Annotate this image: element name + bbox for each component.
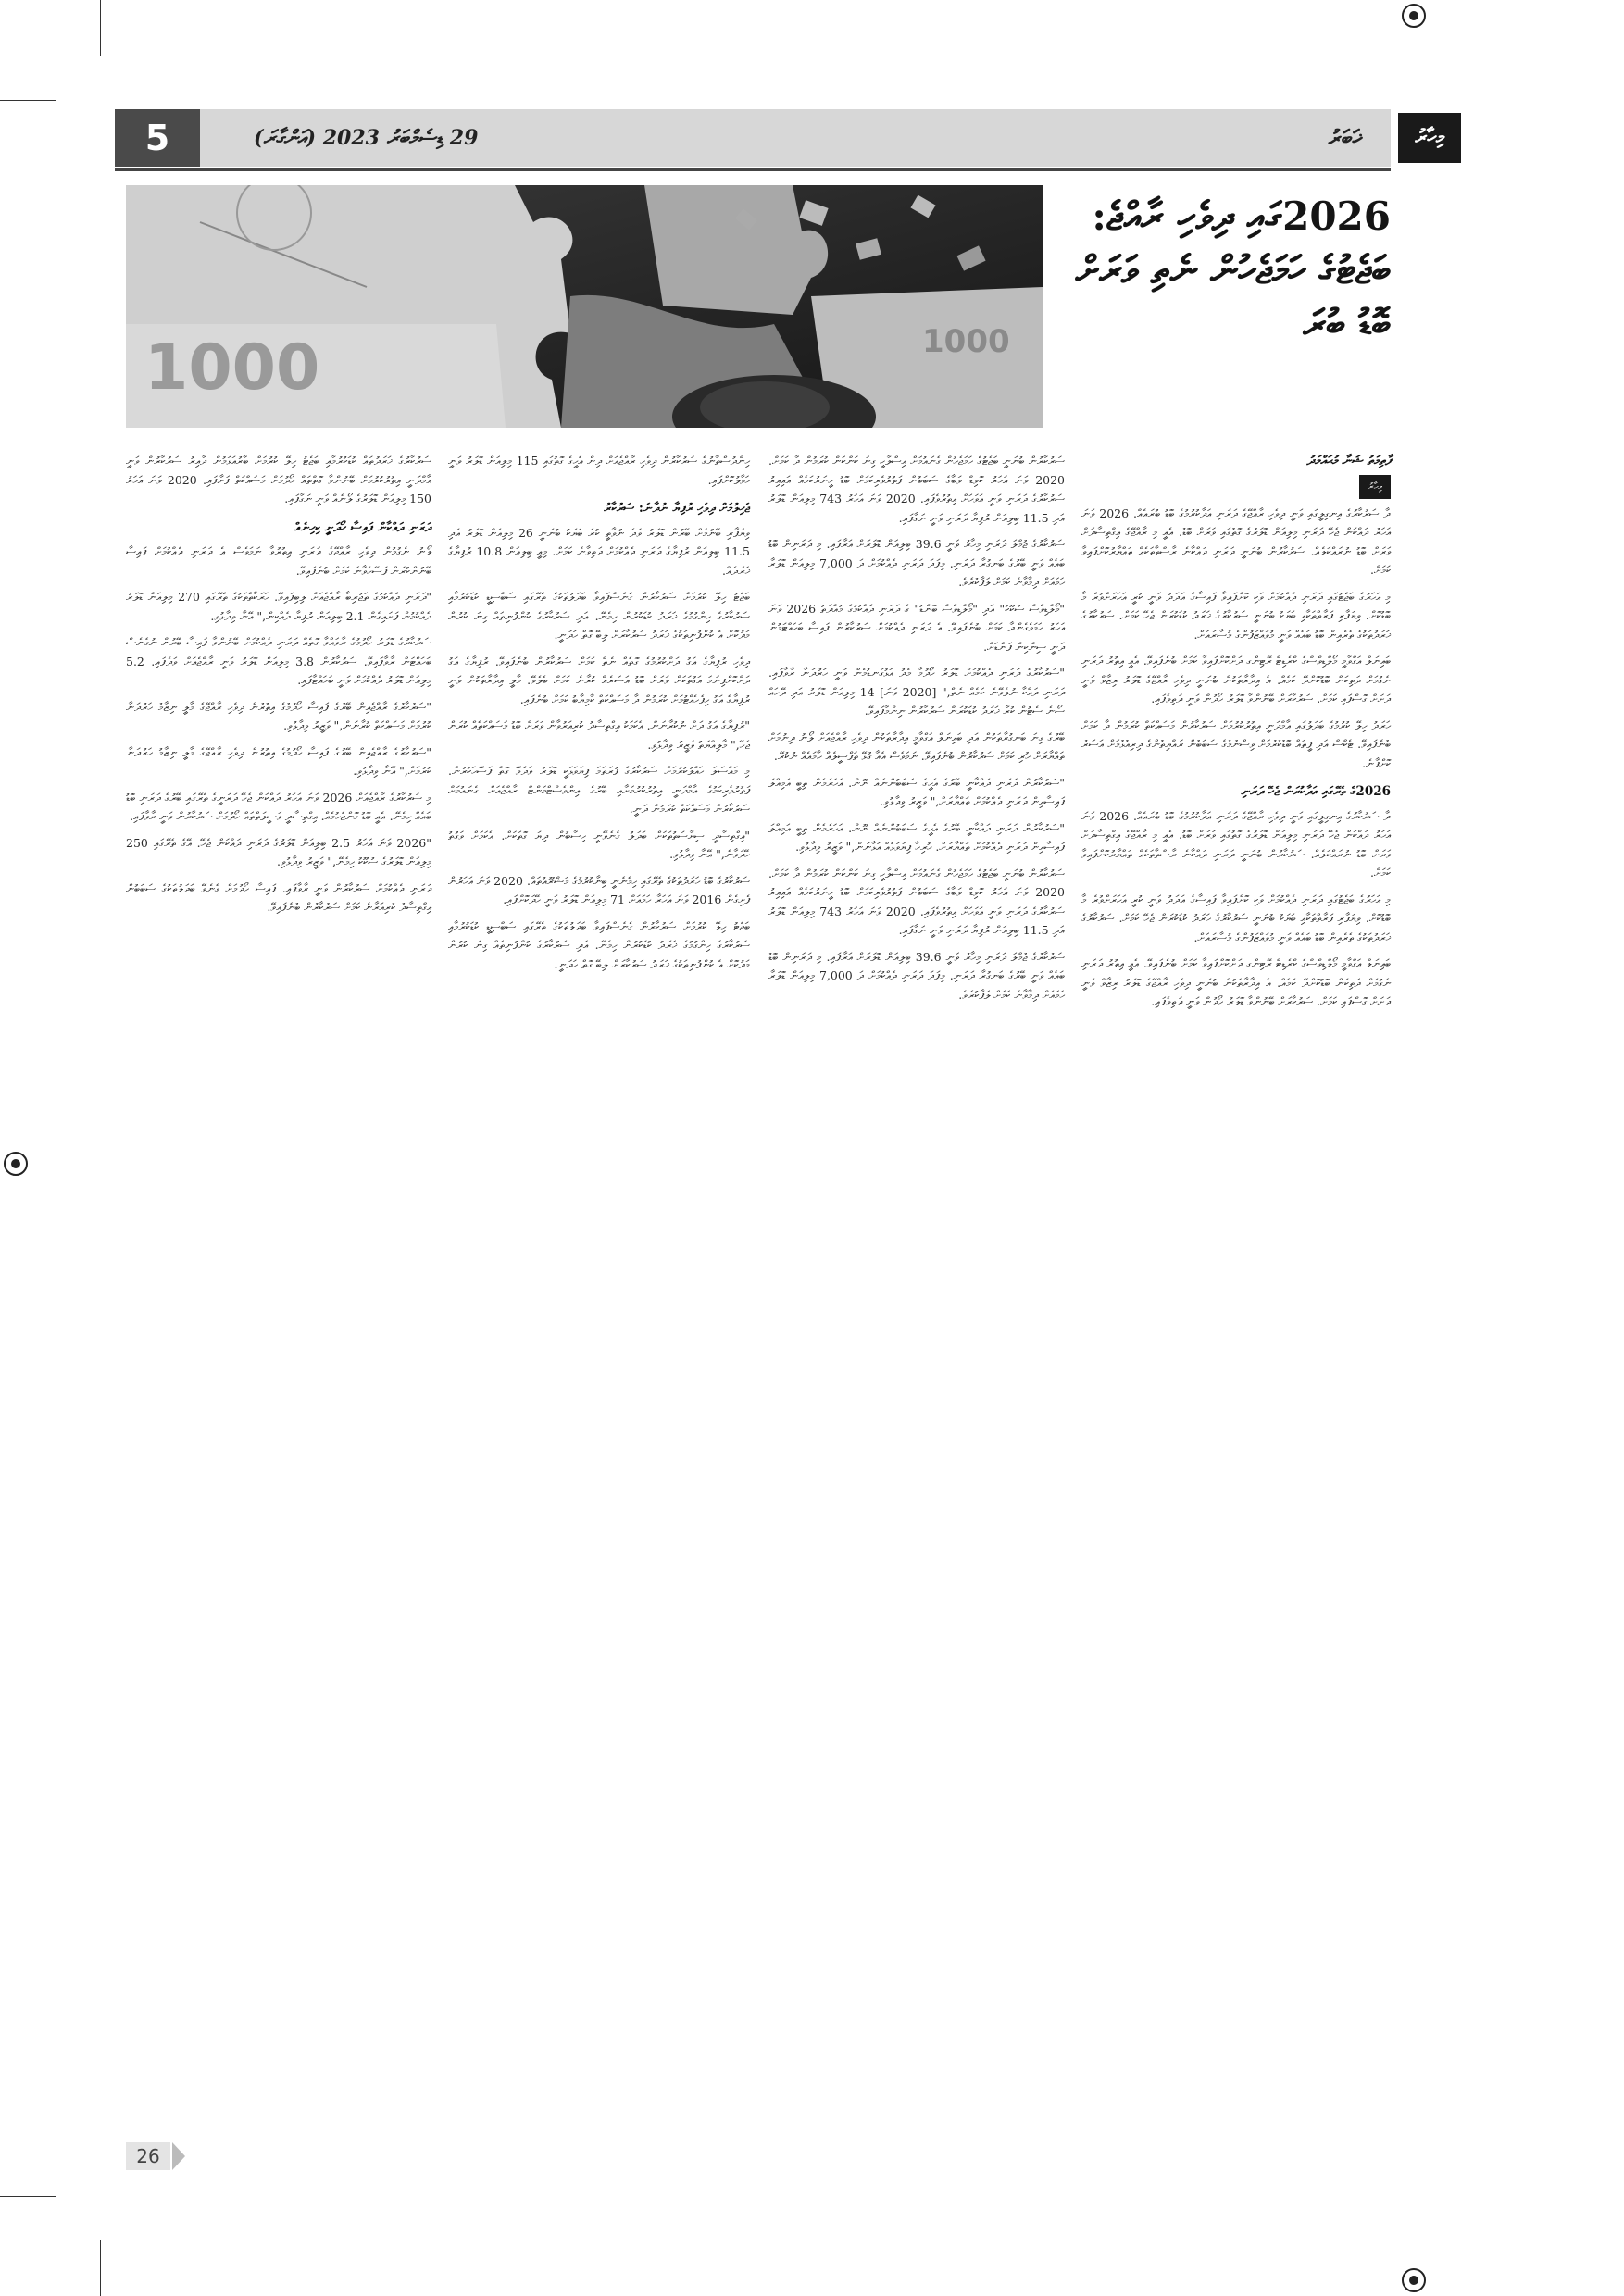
article-headline: 2026ގައި ދިވެހި ރާއްޖެ: ބަޖެޓުގެ ހަމަޖެހުން ނެތި ވަރަށް ބޮޑު ބުރަ xyxy=(1075,193,1391,346)
article-column-1 xyxy=(1081,452,1391,1019)
paragraph: ސަރުކާރުގެ ޖުމްލަ ދަރަނި މިހާރު ވަނީ 39.6 ބިލިއަން ޑޮލަރަށް އަރާފައި. މި ދަރަނިން ބޮޑު ބައެއް ވަނީ ބޭރުގެ ބަނގުރާ ދަރަނި. މިފަދަ ދަރަނި ދެއްކުމަށް ދަ 7,000 މިލިއަން ޑޮލަރާ ހަމައަށް ދިމާވާނެ ކަމަށް ލަފާކުރެވެ. xyxy=(768,537,1065,589)
paragraph: "ސަރުކާރުން ދަރަނި ދައްކާނީ ބޭރުގެ އެހީގެ ސަބަބުންނެއް ނޫން. އަހަރެމެން ތިބީ އަމިއްލަ ފައިސާއިން ދަރަނި ދެއްކުމަށް ތައްޔާރަށް. ހުރިހާ ފިޔަވަޅެއް އަޅާނަން," ވަޒީރު ވިދާޅުވި. xyxy=(768,820,1065,854)
paragraph: ބަޖެޓު ހިލޭ ކުރުމަށް ސަރުކާރުން ގެނެސްފައިވާ ބަދަލުތަކުގެ ތެރޭގައި ސަބްސިޑީ ކުޑަކުރުމާއި ސަރުކާރުގެ ހިންގުމުގެ ޚަރަދު ކުޑަކުރުން ހިމެނޭ. އަދި ސަރުކާރުގެ ކުންފުނިތައް ގިނަ ކުރުން މަދުކޮށް އެ ކުންފުނިތަކުގެ ޚަރަދު ސަރުކާރަށް ލިބޭ ގޮތް ހަދަނީ. xyxy=(448,918,750,971)
paragraph: ބައިނަލް އަގްވާމީ މޯލްޑިވްސްގެ ކްރެޑިޓް ރޭޓިންގ ދަށްކޮށްފައިވާ ކަމަށް ބުނެފައިވޭ. އެއީ އިތުރު ދަރަނި ނެގުމަށް ދަތިކަން ބޮޑުކޮށްދޭ ކަމެއް. އެ އިދާރާތަކުން ބުނަނީ ދިވެހި ރާއްޖޭގެ ޑޮލަރު ރިޒާވް ވަނީ ދަށަށް ގޮސްފައި ކަމަށް. ސަރުކާރަށް ބޭނުންވާ ޑޮލަރު ހޯދުން ވަނީ ދަތިވެފައި. xyxy=(1081,956,1391,1008)
issue-date: 29 ޑިސެމްބަރު 2023 (އަންގާރަ) xyxy=(254,126,479,150)
header-rule xyxy=(115,168,1391,171)
paragraph: ދާ ސަރުކާރުގެ އިނގިލީގައި ވަނީ ދިވެހި ރާއްޖޭގެ ދަރަނި އަދާކުރުމުގެ ބޮޑު ބުރައެއް. 2026 ވަނަ އަހަރު ދައްކަން ޖެހޭ ދަރަނި މިލިއަން ޑޮލަރުގެ ގޮތުގައި ވަރަށް ބޮޑު. އެއީ މި ރާއްޖޭގެ އިގްތިސާދަށް ވަރަށް ބޮޑު ނުރައްކަލެއް. ސަރުކާރުން ބުނަނީ ދަރަނި ދައްކާނެ ރާސްތާތަކެއް ތައްޔާރުކޮށްފައިވާ ކަމަށް. xyxy=(1081,505,1391,577)
paragraph: ވިޔަފާރި ބޭނުމަށް ބޭރުން ޑޮލަރު ވަދެ ނުވާތީ ކުރެ ބަޔަކު ބުނަނީ 26 މިލިއަން ޑޮލަރު އަދި 11.5 ބިލިއަން ރުފިޔާގެ ދަރަނި ދެއްކުމަށް ދަތިވާނެ ކަމަށް. މިއީ ބިލިއަން 10.8 ރުފިޔާގެ ޚަރަދެއް. xyxy=(448,525,750,578)
paragraph: މި އަހަރުގެ ބަޖެޓުގައި ދަރަނި ދެއްކުމަށް ވަކި ކޮށްފައިވާ ފައިސާގެ އަދަދު ވަނީ ކުރީ އަހަރަށްވުރެ މާ ބޮޑުކޮށް. ވިޔަފާރި ފަރާތްތަކާއި ބަޔަކު ބުނަނީ ސަރުކާރުގެ ޚަރަދު ކުޑަކުރަން ޖެހޭ ކަމަށް. ސަރުކާރުގެ ޚަރަދުތަކުގެ ތެރެއިން ބޮޑު ބައެއް ވަނީ މުވައްޒަފުންގެ މުސާރައަށް. xyxy=(1081,589,1391,642)
article-column-2 xyxy=(768,452,1065,1012)
paragraph: "އިގްތިސާދީ ސިޔާސަތުތަކަށް ބަދަލު ގެނެވޭނީ ހިސާބުން ދިޔަ ގޮތަކަށް. އެކަމަށް ވަގުތު ހޭދަވާނެ," އޭނާ ވިދާޅުވި. xyxy=(448,828,750,861)
crop-mark xyxy=(0,100,56,101)
paragraph: ދަރަނި ދެއްކުމަށް ސަރުކާރުން ވަނީ ރާވާފައި. ފައިސާ ހޯދުމަށް ގެނެވޭ ބަދަލުތަކުގެ ސަބަބުން އިގްތިސާދު ކުރިއަރާނެ ކަމަށް ސަރުކާރުން ބުނެފައިވޭ. xyxy=(126,880,431,914)
paragraph: ބަޖެޓު ހިލޭ ކުރުމަށް ސަރުކާރުން ގެނެސްފައިވާ ބަދަލުތަކުގެ ތެރޭގައި ސަބްސިޑީ ކުޑަކުރުމާއި ސަރުކާރުގެ ހިންގުމުގެ ޚަރަދު ކުޑަކުރުން ހިމެނޭ. އަދި ސަރުކާރުގެ ކުންފުނިތައް ގިނަ ކުރުން މަދުކޮށް އެ ކުންފުނިތަކުގެ ޚަރަދު ސަރުކާރަށް ލިބޭ ގޮތް ހަދަނީ. xyxy=(448,590,750,642)
registration-mark xyxy=(1402,4,1426,28)
paragraph: "މޯލްޑިވްސް ސުކޫކު" އަދި "މޯލްޑިވްސް ބޮންޑު" ގެ ދަރަނި ދެއްކުމުގެ މުއްދަތު 2026 ވަނަ އަހަރު ހަމަވެގެންދާ ކަމަށް ބުނެފައިވޭ. އެ ދަރަނި ދެއްކުމަށް ސަރުކާރުން ފައިސާ ބަހައްޓަމުން ދަނީ ސިންކިން ފަންޑަށް. xyxy=(768,601,1065,654)
paragraph: ސަރުކާރުގެ ޖުމްލަ ދަރަނި މިހާރު ވަނީ 39.6 ބިލިއަން ޑޮލަރަށް އަރާފައި. މި ދަރަނިން ބޮޑު ބައެއް ވަނީ ބޭރުގެ ބަނގުރާ ދަރަނި. މިފަދަ ދަރަނި ދެއްކުމަށް ދަ 7,000 މިލިއަން ޑޮލަރާ ހަމައަށް ދިމާވާނެ ކަމަށް ލަފާކުރެވެ. xyxy=(768,949,1065,1002)
paragraph: ސަރުކާރުން ބުނަނީ ބަޖެޓުގެ ހަމަޖެހުން ގެނައުމަށް އިސްލާހީ ގިނަ ކަންކަން ކުރަމުން ދާ ކަމަށް. 2020 ވަނަ އަހަރު ކޮވިޑް ވަބާގެ ސަބަބުން ފަތުރުވެރިކަމަށް ބޮޑު ހީނަރުކަމެއް އައިއިރު ސަރުކާރުގެ ދަރަނި ވަނީ އަވަހަށް އިތުރުވެފައި. 2020 ވަނަ އަހަރު 743 މިލިއަން ޑޮލަރު އަދި 11.5 ބިލިއަން ރުފިޔާ ދަރަނި ވަނީ ނަގާފައި. xyxy=(768,866,1066,937)
page-header xyxy=(115,109,1444,167)
paragraph: ސަރުކާރުގެ ބޮޑު ޚަރަދުތަކުގެ ތެރޭގައި ހިމެނެނީ ބިނާކުރުމުގެ މަޝްރޫއުތައް. 2020 ވަނަ އަހަރުން ފެށިގެން 2016 ވަނަ އަހަރާ ހަމައަށް 71 މިލިއަން ޑޮލަރު ވަނީ ހޭދަކޮށްފައި. xyxy=(448,873,751,906)
byline-logo: މިހާރު xyxy=(1359,475,1391,499)
paragraph: ދާ ސަރުކާރުގެ އިނގިލީގައި ވަނީ ދިވެހި ރާއްޖޭގެ ދަރަނި އަދާކުރުމުގެ ބޮޑު ބުރައެއް. 2026 ވަނަ އަހަރު ދައްކަން ޖެހޭ ދަރަނި މިލިއަން ޑޮލަރުގެ ގޮތުގައި ވަރަށް ބޮޑު. އެއީ މި ރާއްޖޭގެ އިގްތިސާދަށް ވަރަށް ބޮޑު ނުރައްކަލެއް. ސަރުކާރުން ބުނަނީ ދަރަނި ދައްކާނެ ރާސްތާތަކެއް ތައްޔާރުކޮށްފައިވާ ކަމަށް. xyxy=(1081,808,1391,880)
byline: ފާތިމަތު ޝަނާ މުޙައްމަދު xyxy=(1306,454,1391,468)
paragraph: "ސަރުކާރުން ދަރަނި ދައްކާނީ ބޭރުގެ އެހީގެ ސަބަބުންނެއް ނޫން. އަހަރެމެން ތިބީ އަމިއްލަ ފައިސާއިން ދަރަނި ދެއްކުމަށް ތައްޔާރަށް," ވަޒީރު ވިދާޅުވި. xyxy=(768,775,1065,808)
paragraph: "ސަރުކާރުގެ ރާއްޖެއިން ބޭރުގެ ފައިސާ ހޯދުމުގެ އިތުރުން ދިވެހި ރާއްޖޭގެ މާލީ ނިޒާމު ހަރުދަނާ ކުރުމަށް," އޭނާ ވިދާޅުވި. xyxy=(126,744,431,778)
registration-mark xyxy=(4,1152,28,1176)
article-photo xyxy=(126,185,1043,428)
subheading: ޖެހިލުމަށް ދިވެހި ރުފިޔާ ނުދާނެ: ސަރުކާރު xyxy=(604,501,750,516)
paragraph: "ސަރުކާރުގެ ދަރަނި ދެއްކުމަށް ޑޮލަރު ހޯދުމާ މެދު އަޅުގަނޑުމެން ވަނީ ހަރުދަނާ ރާވާފައި. ދަރަނި ދައްކާ ނުލެވޭނެ ކަމެއް ނެތް," [2020 ވަނަ] 14 މިލިއަން ޑޮލަރު އަދި ދޭހައް ސޯނެ ސެޓުން ކުރާ ޚަރަދު ކުޑަކުރަން ސަރުކާރުން ނިންމާފައިވޭ. xyxy=(768,666,1065,718)
paragraph: މި މައްސަލަ ހައްލުކުރުމަށް ސަރުކާރުގެ ފުރަތަމަ ފިޔަވަޅަކީ ޑޮލަރު ވަދެވޭ ގޮތް ފަސޭހަކުރުން. ފަތުރުވެރިކަމުގެ އާމްދަނީ އިތުރުކުރުމަށާއި ބޭރުގެ އިންވެސްޓްމަންޓް ރާއްޖެއަށް ގެނައުމަށް ސަރުކާރުން މަސައްކަތް ކުރަމުން ދަނީ. xyxy=(448,764,750,816)
article-column-3 xyxy=(448,452,750,981)
paragraph: ލޯނު ނެގުމުން ދިވެހި ރާއްޖޭގެ ދަރަނި އިތުރުވާ ނަމަވެސް އެ ދަރަނި ދެއްކުމަށް ފައިސާ ބޭނުންކުރަން ފަސޭހަވާނެ ކަމަށް ބުނެފައިވޭ. xyxy=(126,544,431,578)
continued-page-number: 26 xyxy=(126,2142,170,2170)
paragraph: "ސަރުކާރުގެ ރާއްޖެއިން ބޭރުގެ ފައިސާ ހޯދުމުގެ އިތުރުން ދިވެހި ރާއްޖޭގެ މާލީ ނިޒާމު ހަރުދަނާ ކުރުމަށް މަސައްކަތް ކުރާނަން," ވަޒީރު ވިދާޅުވި. xyxy=(126,699,431,732)
subheading: ދަރަނި ދައްކާން ފައިސާ ހޯދަނީ ކިހިނެއް xyxy=(294,519,431,535)
paragraph: ބޭރުގެ ގިނަ ބަނގުރާތަކުން އަދި ބައިނަލް އަގްވާމީ އިދާރާތަކުން ދިވެހި ރާއްޖެއަށް ލޯނު ދިނުމަށް ތައްޔާރަށް ހުރި ކަމަށް ސަރުކާރުން ބުނެފައިވޭ. ނަމަވެސް އެއާ ގުޅޭ ތަފްސީލެއް ހާމައެއް ނުކުރޭ. xyxy=(768,730,1065,763)
paragraph: ހަރަދު ހިލޭ ކުރުމުގެ ބަދަލުގައި އާމްދަނީ އިތުރުކުރުމަށް ސަރުކާރުން މަސައްކަތް ކުރަމުން ދާ ކަމަށް ބުނެފައިވޭ. ޓެކްސް އަދި ފީތައް ބޮޑުކުރުމަށް ވިސްނުމުގެ ސަބަބުން ރައްޔިތުންގެ ދިރިއުޅުމަށް އަސަރު ކޮށްފާނެ. xyxy=(1081,718,1391,770)
paragraph: "2026 ވަނަ އަހަރު 2.5 ބިލިއަން ޑޮލަރުގެ ދަރަނި ދައްކަން ޖެހޭ. އޭގެ ތެރޭގައި 250 މިލިއަން ޑޮލަރުގެ ސުކޫކު ހިމެނޭ," ވަޒީރު ވިދާޅުވި. xyxy=(126,835,431,868)
article-column-4 xyxy=(126,452,431,925)
banknote-right-value: 1000 xyxy=(922,323,1010,360)
crop-mark xyxy=(0,2196,56,2197)
paragraph: ދިވެހި ރުފިޔާގެ އަގު ދަށްކުރުމުގެ ގޮތެއް ނެތް ކަމަށް ސަރުކާރުން ބުނެފައިވޭ. ރުފިޔާގެ އަގު ދަށްކޮށްފިނަމަ އަގުތަކަށް ވަރަށް ބޮޑު އަސަރެއް ކުރާނެ ކަމަށް ބެލެވޭ. މާލީ އިދާރާތަކުން ވަނީ ރުފިޔާގެ އަގު ހިފެހެއްޓުމަށް ކުރަމުން ދާ މަސައްކަތް ކާމިޔާބު ކަމަށް ބުނެފައި. xyxy=(448,654,750,706)
registration-mark xyxy=(1402,2268,1426,2292)
paragraph: މި ސަރުކާރުގެ ރާއްޖެއަށް 2026 ވަނަ އަހަރު ދައްކަން ޖެހޭ ދަރަނީގެ ތެރޭގައި ބޭރުގެ ދަރަނި ބޮޑު ބައެއް ހިމެނޭ. އެއީ ބޮޑު ގޮންޖެހުމެއް. އިގްތިސާދީ ވަސީލަތްތައް ހޯދުމަށް ސަރުކާރުން ވަނީ ރާވާފައި. xyxy=(126,790,431,823)
banknote-left-value: 1000 xyxy=(144,331,320,405)
paragraph: ހިންދުސްތާނުގެ ސަރުކާރުން ދިވެހި ރާއްޖެއަށް ދިން އެހީގެ ގޮތުގައި 115 މިލިއަން ޑޮލަރު ވަނީ ހަވާލުކޮށްފައި. xyxy=(448,454,750,487)
newspaper-logo: މިހާރު xyxy=(1398,113,1461,163)
arrow-right-icon xyxy=(172,2142,185,2170)
paragraph: މި އަހަރުގެ ބަޖެޓުގައި ދަރަނި ދެއްކުމަށް ވަކި ކޮށްފައިވާ ފައިސާގެ އަދަދު ވަނީ ކުރީ އަހަރަށްވުރެ މާ ބޮޑުކޮށް. ވިޔަފާރި ފަރާތްތަކާއި ބަޔަކު ބުނަނީ ސަރުކާރުގެ ޚަރަދު ކުޑަކުރަން ޖެހޭ ކަމަށް. ސަރުކާރުގެ ޚަރަދުތަކުގެ ތެރެއިން ބޮޑު ބައެއް ވަނީ މުވައްޒަފުންގެ މުސާރައަށް. xyxy=(1081,892,1391,944)
paragraph: ސަރުކާރުގެ ޚަރަދުތައް ކުޑަކުރުމާއި ބަޖެޓު ހިލޭ ކުރުމަށް ބާރުއަޅަމުން ދާއިރު ސަރުކާރުން ވަނީ އާމްދަނީ އިތުރުކުރުމަށް ބޭނުންވާ ގޮތްތައް ހޯދުމަށް މަސައްކަތް ފަށާފައި. 2020 ވަނަ އަހަރު 150 މިލިއަން ޑޮލަރުގެ ލޯނެއް ވަނީ ނަގާފައި. xyxy=(126,454,431,505)
paragraph: ސަރުކާރުން ބުނަނީ ބަޖެޓުގެ ހަމަޖެހުން ގެނައުމަށް އިސްލާހީ ގިނަ ކަންކަން ކުރަމުން ދާ ކަމަށް. 2020 ވަނަ އަހަރު ކޮވިޑް ވަބާގެ ސަބަބުން ފަތުރުވެރިކަމަށް ބޮޑު ހީނަރުކަމެއް އައިއިރު ސަރުކާރުގެ ދަރަނި ވަނީ އަވަހަށް އިތުރުވެފައި. 2020 ވަނަ އަހަރު 743 މިލިއަން ޑޮލަރު އަދި 11.5 ބިލިއަން ރުފިޔާ ދަރަނި ވަނީ ނަގާފައި. xyxy=(768,454,1066,525)
page-number: 5 xyxy=(115,109,200,167)
paragraph: ބައިނަލް އަގްވާމީ މޯލްޑިވްސްގެ ކްރެޑިޓް ރޭޓިންގ ދަށްކޮށްފައިވާ ކަމަށް ބުނެފައިވޭ. އެއީ އިތުރު ދަރަނި ނެގުމަށް ދަތިކަން ބޮޑުކޮށްދޭ ކަމެއް. އެ އިދާރާތަކުން ބުނަނީ ދިވެހި ރާއްޖޭގެ ޑޮލަރު ރިޒާވް ވަނީ ދަށަށް ގޮސްފައި ކަމަށް. ސަރުކާރަށް ބޭނުންވާ ޑޮލަރު ހޯދުން ވަނީ ދަތިވެފައި. xyxy=(1081,654,1391,705)
subheading: 2026ގެ ތެރޭގައި އަދާކުރަން ޖެހޭ ދަރަނި xyxy=(1241,784,1391,799)
crop-mark xyxy=(100,0,101,56)
banknotes-illustration xyxy=(126,185,1043,428)
paragraph: "ރުފިޔާގެ އަގު ދަށް ނުކުރާނަން. އެކަމަކު އިގްތިސާދު ކުރިއަރުވާން ވަރަށް ބޮޑު މަސައްކަތެއް ކުރަން ޖެހޭ," މާލިއްޔަތު ވަޒީރު ވިދާޅުވި. xyxy=(448,718,750,752)
paragraph: "ދަރަނި ދެއްކުމުގެ ތަޖުރިބާ ރާއްޖެއަށް ލިބިފައިވޭ. ހަރަކާތްތަކުގެ ތެރޭގައި 270 މިލިއަން ޑޮލަރު ދެއްކުމުން ފަށައިގެން 2.1 ބިލިއަން ރުފިޔާ ދެއްކިން," އޭނާ ވިދާޅުވި. xyxy=(126,590,431,623)
paragraph: ސަރުކާރުގެ ޑޮލަރު ހޯދުމުގެ ރާވައްވާ ގޮތެއް ދަރަނި ދެއްކުމަށް ބޭނުންވާ ފައިސާ ބޭރުން ނުގެނެސް ބަހައްޓަން ރާވާފައިވޭ. ސަރުކާރުން 3.8 މިލިއަން ޑޮލަރު ވަނީ ރާއްޖެއަށް ވަދެފައި. 5.2 މިލިއަން ޑޮލަރު ދެއްކުމަށް ވަނީ ބަހައްޓާފައި. xyxy=(126,635,431,687)
crop-mark xyxy=(100,2240,101,2296)
section-name: ޚަބަރު xyxy=(1328,124,1363,151)
